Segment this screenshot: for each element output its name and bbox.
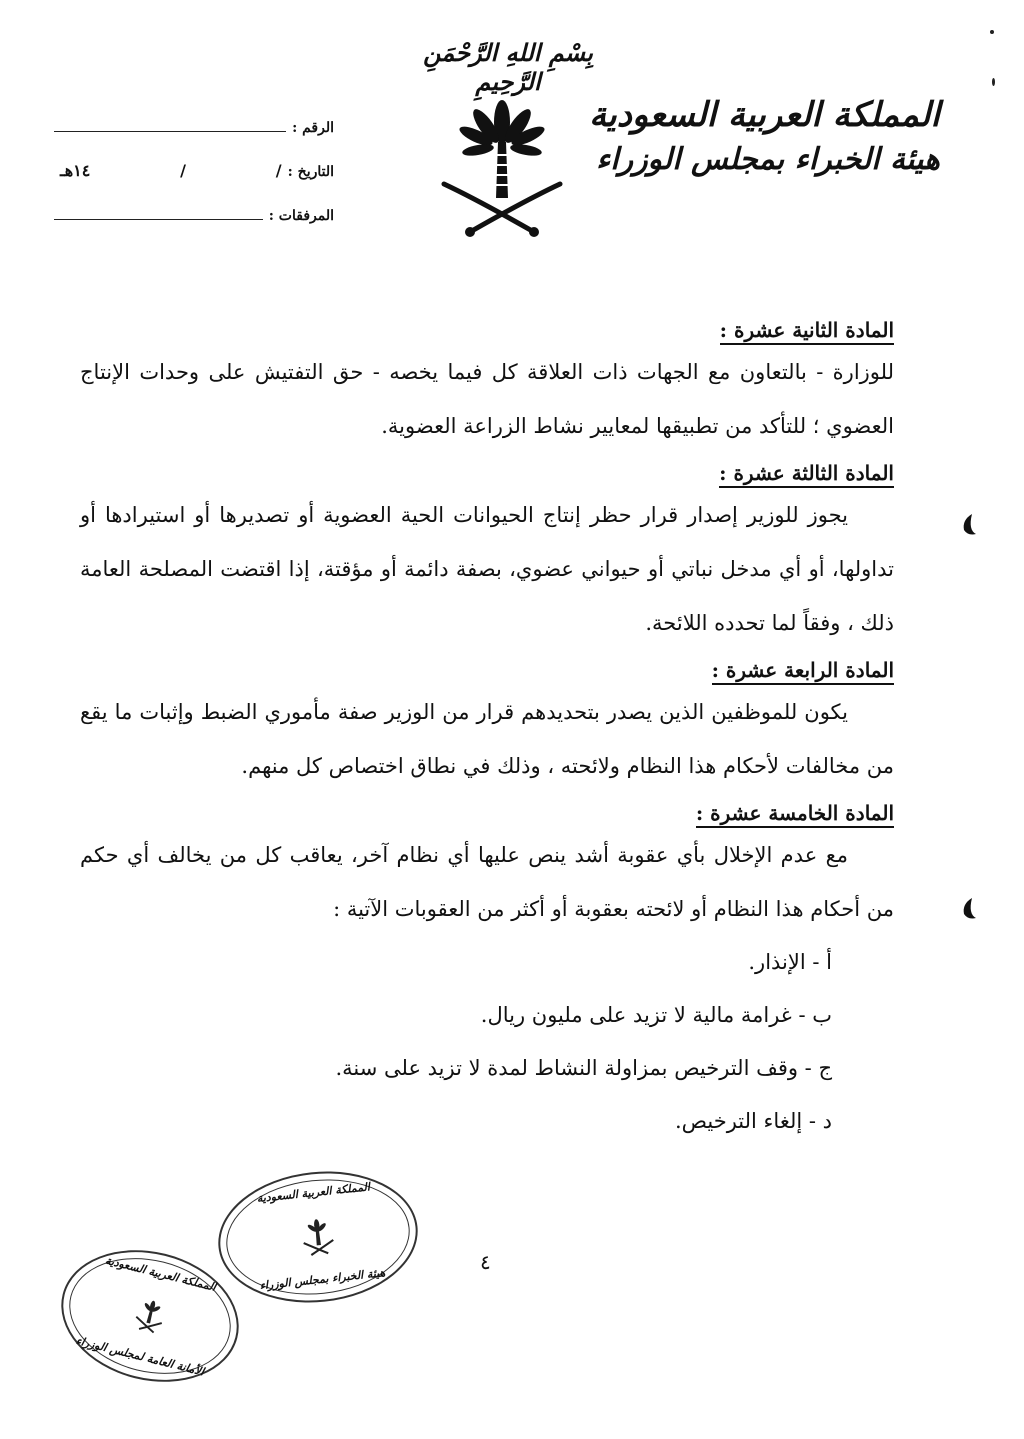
number-field [54, 92, 334, 136]
date-separator: / [275, 161, 282, 180]
attachments-label: المرفقات : [268, 208, 334, 224]
article-heading: المادة الخامسة عشرة : [696, 801, 894, 828]
organization-header [589, 92, 940, 182]
number-line [54, 131, 286, 132]
reference-fields [54, 92, 334, 224]
hole-punch-mark-icon [958, 896, 978, 922]
list-item: أ - الإنذار. [748, 950, 832, 974]
number-label: الرقم : [292, 120, 334, 136]
stamp-top-text: المملكة العربية السعودية [256, 1180, 371, 1206]
scan-dot [990, 30, 994, 34]
list-item: ج - وقف الترخيص بمزاولة النشاط لمدة لا تزيد على سنة. [335, 1056, 832, 1080]
article-paragraph: يجوز للوزير إصدار قرار حظر إنتاج الحيوانات الحية العضوية أو تصديرها أو استيرادها أو تداولها، أو أي مدخل نباتي أو حيواني عضوي، بصفة دائمة أو مؤقتة، إذا اقتضت المصلحة العامة ذلك ، وفقاً لما تحدده اللائحة. [80, 503, 894, 635]
article-heading: المادة الثالثة عشرة : [719, 461, 894, 488]
article-13 [80, 461, 894, 650]
attachments-field [54, 180, 334, 224]
organization-name: المملكة العربية السعودية [589, 95, 940, 135]
stamp-bottom-text: الأمانة العامة لمجلس الوزراء [74, 1334, 206, 1379]
hole-punch-mark-icon [958, 512, 978, 538]
date-year: ١٤هـ [60, 161, 91, 180]
article-paragraph: يكون للموظفين الذين يصدر بتحديدهم قرار من الوزير صفة مأموري الضبط وإثبات ما يقع من مخالفات لأحكام هذا النظام ولائحته ، وذلك في نطاق اختصاص كل منهم. [80, 700, 894, 778]
scan-dot [992, 78, 995, 86]
list-item: ب - غرامة مالية لا تزيد على مليون ريال. [480, 1003, 832, 1027]
article-heading: المادة الرابعة عشرة : [712, 658, 894, 685]
date-separator: / [180, 161, 186, 180]
date-label: التاريخ : [287, 164, 334, 180]
article-paragraph: للوزارة - بالتعاون مع الجهات ذات العلاقة كل فيما يخصه - حق التفتيش على وحدات الإنتاج العضوي ؛ للتأكد من تطبيقها لمعايير نشاط الزراعة العضوية. [80, 360, 894, 438]
article-15 [80, 801, 894, 1148]
list-item: د - إلغاء الترخيص. [675, 1109, 832, 1133]
page-number: ٤ [480, 1250, 491, 1274]
article-paragraph: مع عدم الإخلال بأي عقوبة أشد ينص عليها أي نظام آخر، يعاقب كل من يخالف أي حكم من أحكام هذا النظام أو لائحته بعقوبة أو أكثر من العقوبات الآتية : [80, 843, 894, 921]
article-14 [80, 658, 894, 793]
saudi-emblem-icon [438, 92, 566, 242]
date-field [54, 136, 334, 180]
stamp-emblem-icon [299, 1215, 337, 1258]
stamp-bottom-text: هيئة الخبراء بمجلس الوزراء [259, 1266, 386, 1293]
attachments-line [54, 219, 263, 220]
organization-subname: هيئة الخبراء بمجلس الوزراء [596, 142, 940, 177]
date-value [54, 161, 282, 180]
article-heading: المادة الثانية عشرة : [720, 318, 894, 345]
penalties-list [80, 936, 894, 1148]
stamp-top-text: المملكة العربية السعودية [103, 1253, 218, 1294]
bismillah-heading: بِسْمِ اللهِ الرَّحْمَنِ الرَّحِيمِ [423, 38, 593, 96]
article-12 [80, 318, 894, 453]
document-body [80, 310, 894, 1148]
